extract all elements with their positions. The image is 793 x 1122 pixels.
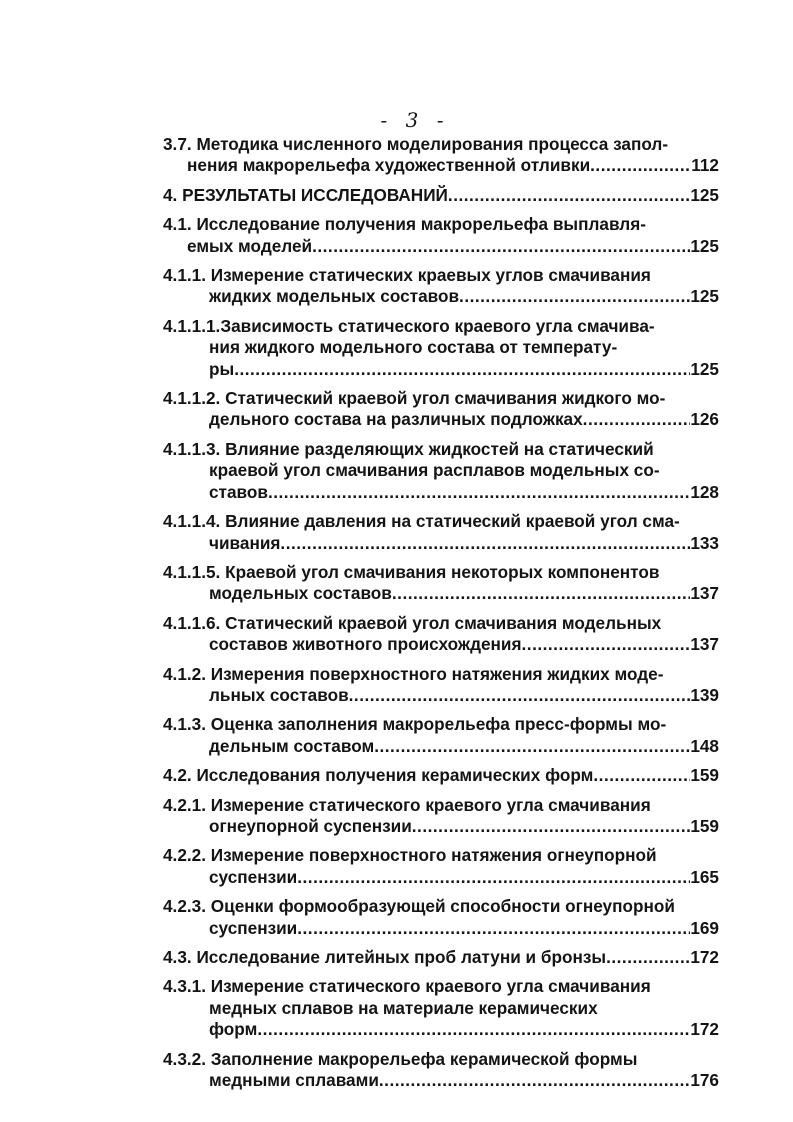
toc-entry-text: емых моделей [187, 235, 313, 256]
toc-entry-last-line [163, 236, 719, 257]
toc-entry [0, 185, 793, 206]
toc-entry-text: нения макрорельефа художественной отливки [187, 155, 591, 176]
toc-entry-last-line [163, 286, 719, 307]
toc-entry-last-line [163, 736, 719, 757]
toc-entry-last-line [163, 155, 719, 176]
toc-page-number: 159 [690, 815, 719, 836]
dot-leader [448, 185, 690, 206]
toc-page-number: 125 [690, 358, 719, 379]
toc-entry [0, 664, 793, 707]
toc-entry-text: краевой угол смачивания расплавов модельных со- [209, 460, 660, 481]
dot-leader [268, 482, 690, 503]
toc-entry-last-line [163, 765, 719, 786]
toc-entry-text: ры [209, 358, 235, 379]
toc-entry-text: 4.2.1. Измерение статического краевого угла смачивания [163, 794, 651, 815]
toc-entry [0, 896, 793, 939]
toc-entry-text: модельных составов [209, 583, 392, 604]
toc-page-number: 137 [690, 583, 719, 604]
toc-page-number: 112 [691, 155, 719, 176]
toc-entry-text: льных составов [209, 684, 349, 705]
toc-entry-last-line [163, 482, 719, 503]
toc-entry [0, 765, 793, 786]
toc-entry [0, 388, 793, 431]
toc-page-number: 125 [690, 286, 719, 307]
toc-page-number: 176 [690, 1070, 719, 1091]
toc-page-number: 125 [690, 235, 719, 256]
toc-entry [0, 316, 793, 380]
toc-entry-text: 4.1.1.5. Краевой угол смачивания некоторых компонентов [163, 561, 660, 582]
toc-entry [0, 1049, 793, 1092]
dot-leader [412, 816, 691, 837]
toc-entry-text: 4.1.3. Оценка заполнения макрорельефа пресс-формы мо- [163, 714, 667, 735]
page-number: - 3 - [380, 108, 450, 132]
toc-page-number: 139 [690, 684, 719, 705]
toc-entry-text: 4.2.3. Оценки формообразующей способности огнеупорной [163, 896, 675, 917]
toc-page-number: 165 [690, 866, 719, 887]
toc-entry [0, 134, 793, 177]
toc-entry [0, 795, 793, 838]
dot-leader [374, 736, 690, 757]
toc-entry-text: 4.2.2. Измерение поверхностного натяжения огнеупорной [163, 845, 657, 866]
toc-entry-text: дельного состава на различных подложках [209, 409, 583, 430]
toc-entry-text: 4.3. Исследование литейных проб латуни и бронзы [163, 947, 607, 967]
toc-entry-text: 4.1. Исследование получения макрорельефа выплавля- [163, 214, 646, 235]
toc-page-number: 128 [690, 481, 719, 502]
toc-entry-text: 4.1.1.1.Зависимость статического краевого угла смачива- [163, 315, 655, 336]
table-of-contents [0, 134, 793, 1099]
toc-entry [0, 265, 793, 308]
toc-entry-last-line [163, 1070, 719, 1091]
toc-entry [0, 714, 793, 757]
dot-leader [312, 236, 690, 257]
dot-leader [522, 634, 691, 655]
toc-entry-text: составов животного происхождения [209, 634, 522, 655]
dot-leader [583, 409, 691, 430]
toc-entry-text: 4.3.1. Измерение статического краевого угла смачивания [163, 976, 651, 997]
toc-entry-text: 4.1.1.4. Влияние давления на статический краевой угол сма- [163, 511, 680, 532]
toc-page-number: 125 [690, 184, 719, 205]
toc-entry [0, 562, 793, 605]
toc-entry-text: 4.1.1.6. Статический краевой угол смачивания модельных [163, 612, 662, 633]
toc-entry-last-line [163, 918, 719, 939]
dot-leader [297, 918, 690, 939]
toc-entry-text: 4.1.2. Измерения поверхностного натяжения жидких моде- [163, 663, 664, 684]
toc-entry-last-line [163, 634, 719, 655]
toc-entry-text: форм [209, 1019, 258, 1040]
toc-entry-last-line [163, 409, 719, 430]
toc-page-number: 169 [690, 917, 719, 938]
toc-page-number: 126 [690, 409, 719, 430]
toc-entry [0, 947, 793, 968]
dot-leader [234, 359, 690, 380]
dot-leader [257, 1019, 690, 1040]
toc-entry-last-line [163, 685, 719, 706]
toc-entry [0, 214, 793, 257]
toc-page-number: 137 [690, 634, 719, 655]
toc-entry-text: ния жидкого модельного состава от температу- [209, 337, 618, 358]
toc-entry [0, 613, 793, 656]
toc-page-number: 133 [690, 532, 719, 553]
dot-leader [379, 1070, 690, 1091]
toc-entry-text: чивания [209, 532, 281, 553]
toc-page-number: 159 [690, 765, 719, 786]
toc-page-number: 172 [690, 947, 719, 967]
dot-leader [297, 867, 690, 888]
toc-entry [0, 511, 793, 554]
toc-entry-text: 3.7. Методика численного моделирования процесса запол- [163, 134, 669, 154]
toc-entry-last-line [163, 359, 719, 380]
toc-entry-text: 4.3.2. Заполнение макрорельефа керамической формы [163, 1048, 638, 1069]
dot-leader [280, 533, 690, 554]
toc-entry-text: 4.1.1.3. Влияние разделяющих жидкостей на статический [163, 438, 654, 459]
toc-entry-last-line [163, 533, 719, 554]
toc-entry-text: 4.2. Исследования получения керамических форм [163, 765, 594, 786]
dot-leader [593, 765, 690, 786]
toc-entry-text: 4.1.1. Измерение статических краевых углов смачивания [163, 265, 651, 286]
toc-entry [0, 976, 793, 1040]
dot-leader [392, 583, 690, 604]
dot-leader [349, 685, 691, 706]
toc-entry-text: огнеупорной суспензии [209, 815, 412, 836]
toc-entry-last-line [163, 583, 719, 604]
toc-entry-text: медных сплавов на материале керамических [209, 997, 598, 1018]
toc-entry-text: суспензии [209, 917, 298, 938]
toc-entry-text: жидких модельных составов [209, 286, 460, 307]
toc-entry-last-line [163, 816, 719, 837]
toc-entry-last-line [163, 1019, 719, 1040]
toc-entry [0, 439, 793, 503]
toc-entry-text: ставов [209, 481, 268, 502]
toc-entry-text: медными сплавами [209, 1070, 379, 1091]
dot-leader [590, 155, 691, 176]
dot-leader [606, 947, 690, 968]
toc-entry-last-line [163, 947, 719, 968]
toc-entry-text: 4.1.1.2. Статический краевой угол смачивания жидкого мо- [163, 388, 666, 409]
dot-leader [459, 286, 690, 307]
toc-entry-text: суспензии [209, 866, 298, 887]
toc-entry-last-line [163, 867, 719, 888]
toc-entry-text: дельным составом [209, 735, 375, 756]
toc-entry-last-line [163, 185, 719, 206]
toc-page-number: 172 [690, 1019, 719, 1040]
toc-entry [0, 845, 793, 888]
toc-page-number: 148 [690, 735, 719, 756]
toc-entry-text: 4. РЕЗУЛЬТАТЫ ИССЛЕДОВАНИЙ [163, 184, 448, 205]
